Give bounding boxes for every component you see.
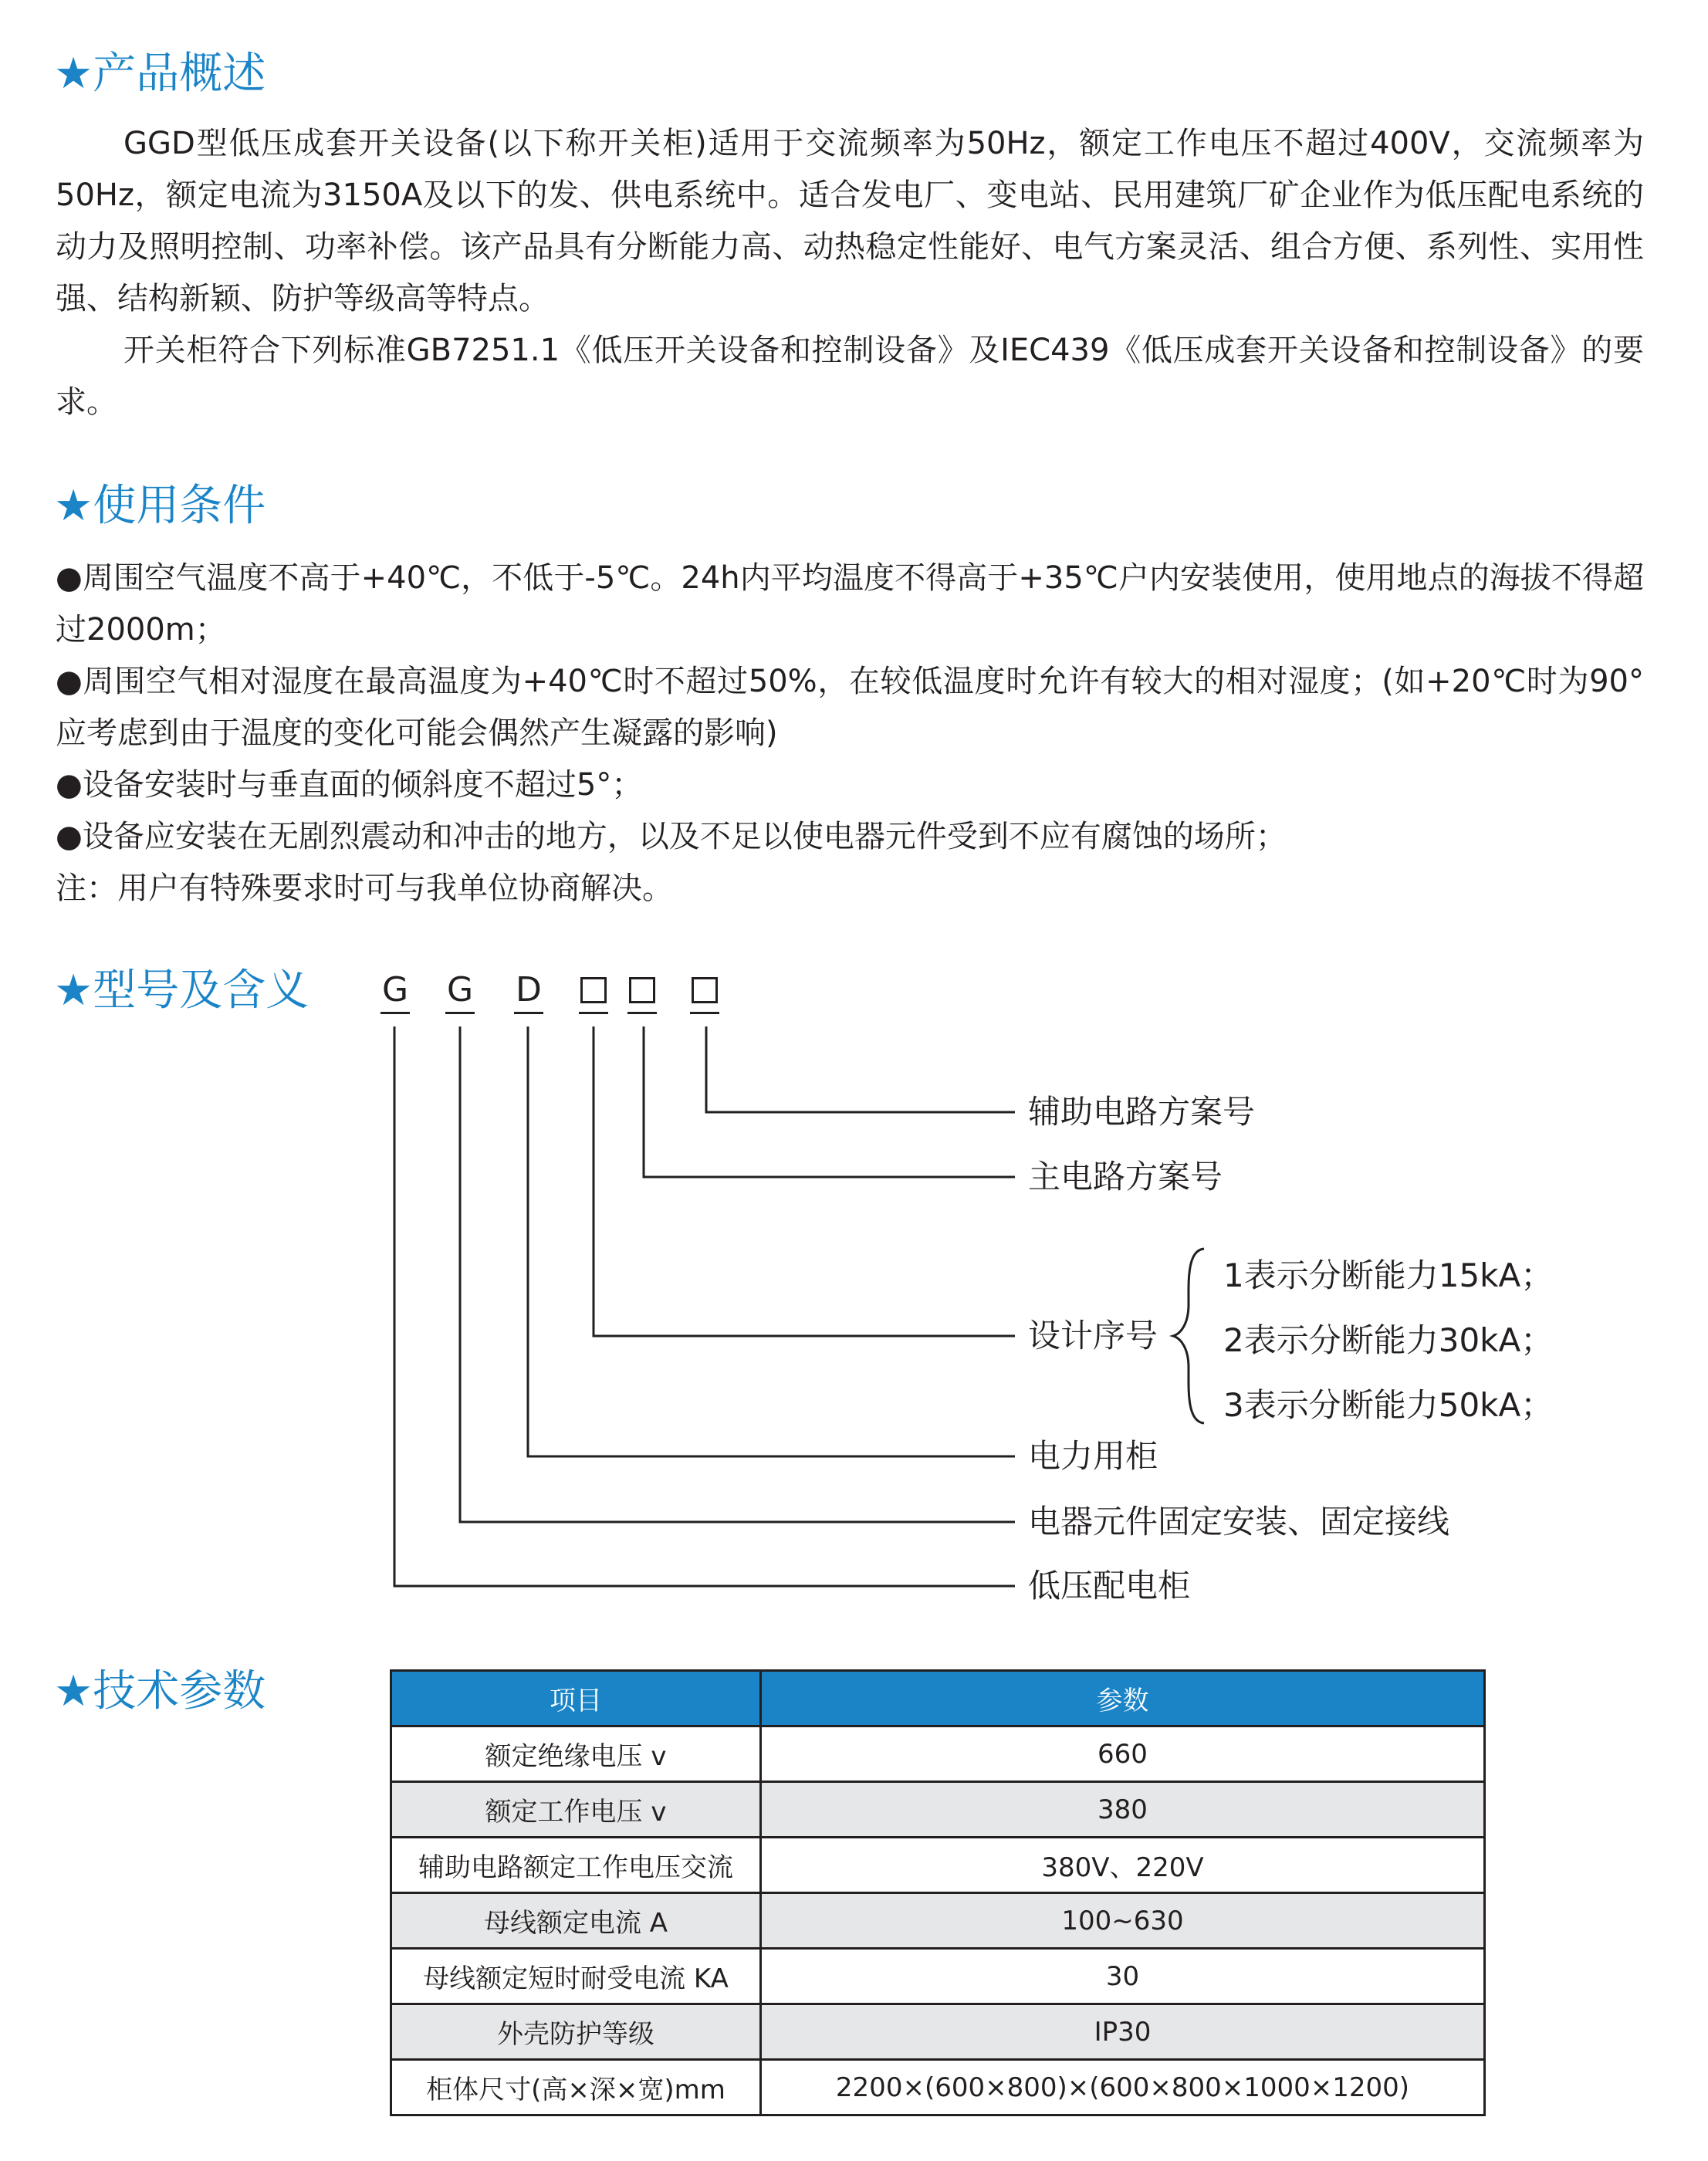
meaning-lv-cabinet: 低压配电柜 (1028, 1567, 1191, 1605)
section-title-overview: ★产品概述 (54, 49, 266, 99)
model-letter-d: D (514, 969, 543, 1014)
meaning-power-cabinet: 电力用柜 (1028, 1437, 1158, 1475)
table-row (391, 1838, 1485, 1893)
condition-text: 设备安装时与垂直面的倾斜度不超过5°； (82, 767, 643, 803)
connector-aux (706, 1026, 1015, 1112)
spec-item: 柜体尺寸(高×深×宽)mm (391, 2060, 761, 2115)
spec-value: IP30 (761, 2004, 1485, 2060)
spec-item: 额定绝缘电压 v (391, 1726, 761, 1782)
connector-fixed (460, 1026, 1015, 1522)
spec-item: 额定工作电压 v (391, 1782, 761, 1838)
condition-text: 周围空气温度不高于+40℃，不低于-5℃。24h内平均温度不得高于+35℃户内安装使用，使用地点的海拔不得超过2000m； (56, 560, 1644, 648)
design-option-3: 3表示分断能力50kA； (1223, 1386, 1554, 1424)
connector-power (528, 1026, 1015, 1456)
overview-paragraph-2: 开关柜符合下列标准GB7251.1《低压开关设备和控制设备》及IEC439《低压成套开关设备和控制设备》的要求。 (56, 333, 1644, 420)
meaning-fixed-install: 电器元件固定安装、固定接线 (1028, 1503, 1450, 1540)
spec-item: 辅助电路额定工作电压交流 (391, 1838, 761, 1893)
brace-icon (1173, 1249, 1204, 1423)
spec-value: 380V、220V (761, 1838, 1485, 1893)
model-letter-g2: G (445, 969, 475, 1014)
bullet-dot: ● (56, 560, 83, 596)
spec-item: 外壳防护等级 (391, 2004, 761, 2060)
meaning-aux-circuit: 辅助电路方案号 (1028, 1093, 1256, 1131)
condition-text: 设备应安装在无剧烈震动和冲击的地方，以及不足以使电器元件受到不应有腐蚀的场所； (82, 819, 1287, 854)
meaning-design-no: 设计序号 (1028, 1317, 1158, 1354)
meaning-main-circuit: 主电路方案号 (1028, 1158, 1223, 1195)
table-row (391, 1893, 1485, 1949)
spec-value: 30 (761, 1949, 1485, 2004)
conditions-note: 注：用户有特殊要求时可与我单位协商解决。 (56, 871, 673, 906)
header-value: 参数 (761, 1671, 1485, 1726)
section-title-conditions: ★使用条件 (54, 481, 266, 531)
model-letter-g1: G (380, 969, 410, 1014)
table-row (391, 1726, 1485, 1782)
section-title-specs: ★技术参数 (54, 1666, 266, 1716)
specs-table (390, 1669, 1486, 2116)
table-row (391, 1949, 1485, 2004)
spec-value: 380 (761, 1782, 1485, 1838)
header-item: 项目 (391, 1671, 761, 1726)
bullet-dot: ● (56, 819, 83, 854)
condition-text: 周围空气相对湿度在最高温度为+40℃时不超过50%，在较低温度时允许有较大的相对湿度；(如+20℃时为90°应考虑到由于温度的变化可能会偶然产生凝露的影响) (56, 664, 1644, 751)
spec-item: 母线额定短时耐受电流 KA (391, 1949, 761, 2004)
spec-item: 母线额定电流 A (391, 1893, 761, 1949)
design-option-2: 2表示分断能力30kA； (1223, 1321, 1554, 1359)
table-row (391, 2060, 1485, 2115)
section-title-model: ★型号及含义 (54, 966, 309, 1016)
spec-value: 100~630 (761, 1893, 1485, 1949)
table-row (391, 2004, 1485, 2060)
connector-lv (394, 1026, 1015, 1586)
overview-paragraph-1: GGD型低压成套开关设备(以下称开关柜)适用于交流频率为50Hz，额定工作电压不超过400V，交流频率为50Hz，额定电流为3150A及以下的发、供电系统中。适合发电厂、变电站、民用建筑厂矿企业作为低压配电系统的动力及照明控制、功率补偿。该产品具有分断能力高、动热稳定性能好、电气方案灵活、组合方便、系列性、实用性强、结构新颖、防护等级高等特点。 (56, 126, 1644, 316)
spec-value: 2200×(600×800)×(600×800×1000×1200) (761, 2060, 1485, 2115)
table-row (391, 1782, 1485, 1838)
spec-value: 660 (761, 1726, 1485, 1782)
table-header-row (391, 1671, 1485, 1726)
bullet-dot: ● (56, 664, 83, 699)
design-option-1: 1表示分断能力15kA； (1223, 1256, 1554, 1294)
connector-design (594, 1026, 1015, 1336)
connector-main (644, 1026, 1015, 1177)
bullet-dot: ● (56, 767, 83, 803)
